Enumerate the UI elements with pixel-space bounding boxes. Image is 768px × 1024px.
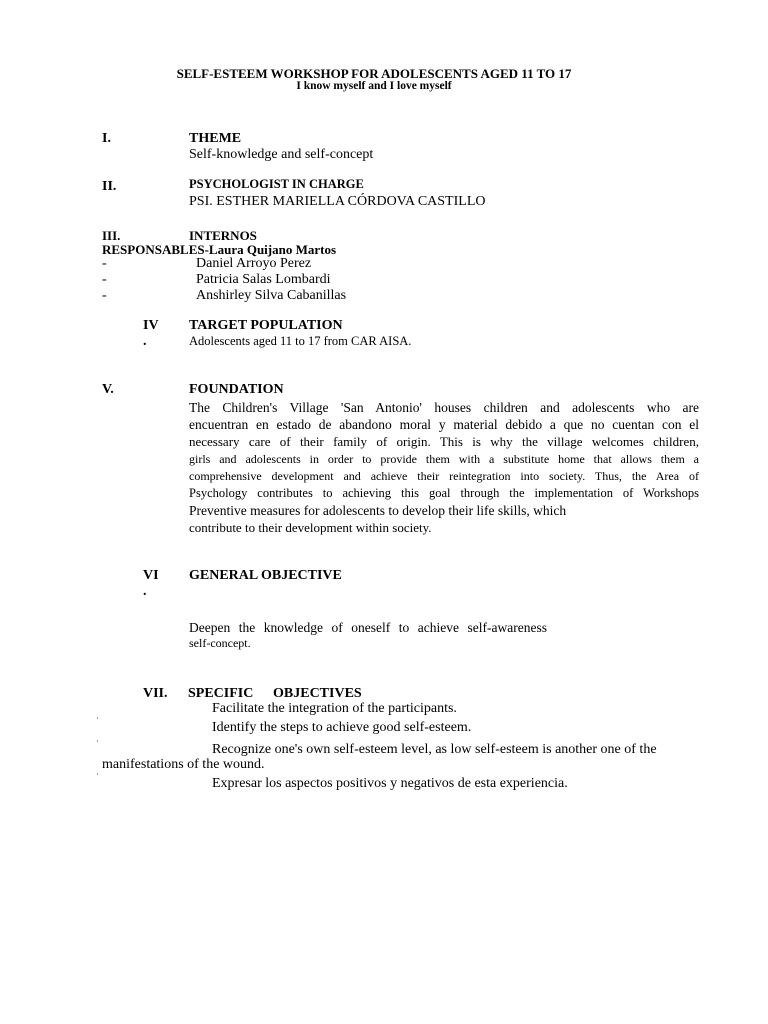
- checkbox-bullet-icon: [102, 777, 114, 789]
- objective-item: Recognize one's own self-esteem level, as low self-esteem is another one of the: [212, 742, 657, 757]
- objective-item: Facilitate the integration of the participants.: [212, 701, 457, 716]
- general-objective-line: Deepen the knowledge of oneself to achieve self-awareness: [189, 620, 547, 635]
- section-text-psychologist: PSI. ESTHER MARIELLA CÓRDOVA CASTILLO: [189, 194, 486, 209]
- responsables-line: RESPONSABLES-Laura Quijano Martos: [102, 242, 337, 257]
- bullet-dot-icon: ·: [96, 737, 99, 746]
- section-number-general-dot: .: [143, 584, 147, 599]
- section-number-target-dot: .: [143, 334, 147, 349]
- section-number-theme: I.: [102, 131, 111, 146]
- intern-name: Patricia Salas Lombardi: [196, 272, 331, 287]
- bullet-dot-icon: ·: [96, 714, 99, 723]
- paragraph-line: contribute to their development within society.: [189, 520, 432, 536]
- document-title: SELF-ESTEEM WORKSHOP FOR ADOLESCENTS AGED 11 TO 17: [176, 66, 572, 81]
- section-heading-foundation: FOUNDATION: [189, 382, 284, 397]
- foundation-paragraph: [189, 399, 699, 537]
- section-number-foundation: V.: [102, 382, 114, 397]
- list-dash: -: [102, 256, 107, 271]
- section-heading-general: GENERAL OBJECTIVE: [189, 568, 342, 583]
- paragraph-line: encuentran en estado de abandono moral y material debido a que no cuentan con el: [189, 417, 699, 433]
- checkbox-bullet-icon: [102, 702, 114, 714]
- paragraph-line: The Children's Village 'San Antonio' houses children and adolescents who are: [189, 400, 699, 415]
- paragraph-line: girls and adolescents in order to provide them with a substitute home that allows them a: [189, 451, 699, 466]
- section-heading-psychologist: PSYCHOLOGIST IN CHARGE: [189, 177, 364, 191]
- general-objective-line: self-concept.: [189, 636, 251, 650]
- intern-name: Daniel Arroyo Perez: [196, 256, 312, 271]
- section-heading-specific: SPECIFIC: [188, 686, 254, 701]
- section-heading-target: TARGET POPULATION: [189, 318, 343, 333]
- section-heading-specific: OBJECTIVES: [273, 686, 362, 701]
- paragraph-line: Psychology contributes to achieving this goal through the implementation of Workshops: [189, 486, 699, 501]
- objective-item: Identify the steps to achieve good self-esteem.: [212, 720, 472, 735]
- section-number-specific: VII.: [143, 686, 168, 701]
- section-number-psychologist: II.: [102, 179, 117, 194]
- section-number-internos: III.: [102, 228, 121, 243]
- checkbox-bullet-icon: [102, 743, 114, 755]
- checkbox-bullet-icon: [102, 721, 114, 733]
- paragraph-line: necessary care of their family of origin. This is why the village welcomes children,: [189, 434, 699, 450]
- objective-item: Expresar los aspectos positivos y negativos de esta experiencia.: [212, 776, 568, 791]
- list-dash: -: [102, 272, 107, 287]
- intern-name: Anshirley Silva Cabanillas: [196, 288, 347, 303]
- objective-item-continuation: manifestations of the wound.: [102, 757, 265, 772]
- section-number-general: VI: [143, 568, 159, 583]
- document-subtitle: I know myself and I love myself: [296, 80, 452, 92]
- paragraph-line: Preventive measures for adolescents to develop their life skills, which: [189, 503, 567, 519]
- section-number-target: IV: [143, 318, 159, 333]
- list-dash: -: [102, 288, 107, 303]
- bullet-dot-icon: ·: [96, 770, 99, 779]
- paragraph-line: comprehensive development and achieve their reintegration into society. Thus, the Area of: [189, 468, 699, 483]
- section-heading-internos: INTERNOS: [189, 228, 257, 243]
- section-text-theme: Self-knowledge and self-concept: [189, 147, 374, 162]
- section-heading-theme: THEME: [189, 131, 242, 146]
- section-text-target: Adolescents aged 11 to 17 from CAR AISA.: [189, 334, 412, 348]
